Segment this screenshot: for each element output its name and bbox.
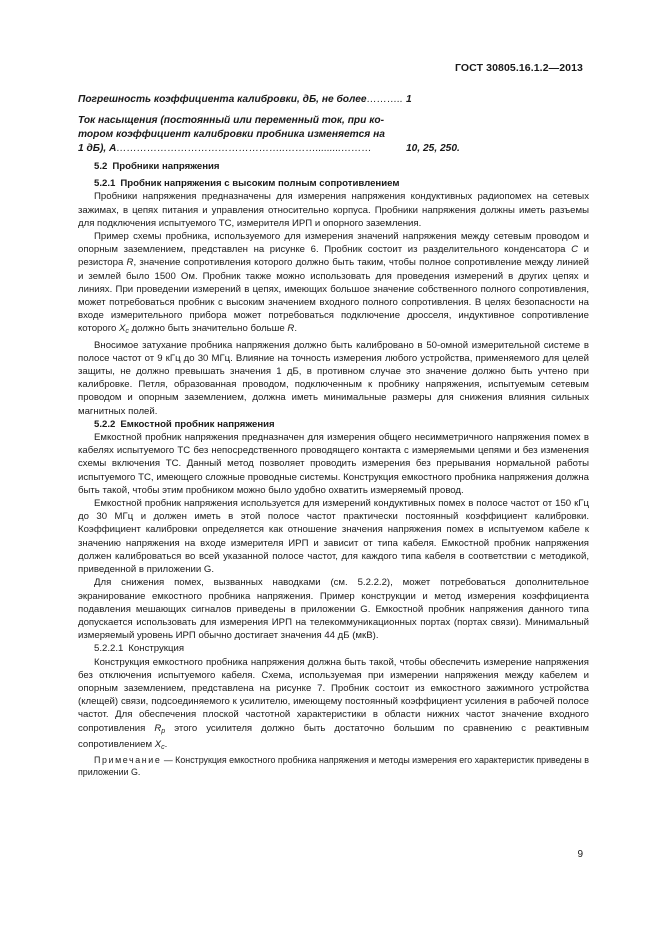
- spec-label: Погрешность коэффициента калибровки, дБ, не более: [78, 94, 367, 105]
- spec-row-calibration-error: [78, 94, 588, 105]
- paragraph-1: Пробники напряжения предназначены для измерения напряжения кондуктивных радиопомех на сетевых зажимах, в цепях питания и управления относительно корпуса. Пробники напряжения должны иметь разъемы для подключения испытуемого ТС, измерителя ИРП и опорного заземления.: [78, 191, 589, 229]
- paragraph-6: Для снижения помех, вызванных наводками (см. 5.2.2.2), может потребоваться дополнительное экранирование емкостного пробника напряжения. Пример конструкции и метод измерения коэффициента подавления мешающих сигналов приведены в приложении G. Емкостной пробник напряжения данного типа допускается использовать для измерения ИРП на телекоммуникационных портах (портах связи). Минимальный измеряемый уровень ИРП обычно достигает значения 44 дБ (мкВ).: [78, 577, 589, 642]
- spec-value: 10, 25, 250.: [406, 143, 460, 154]
- spec-dots: …………………………………………..……….........………: [116, 143, 372, 154]
- note: [78, 754, 589, 778]
- section-heading-5-2: 5.2 Пробники напряжения: [94, 161, 220, 172]
- note-text: — Конструкция емкостного пробника напряжения и методы измерения его характеристик приведены в приложении G.: [78, 754, 589, 777]
- paragraph-5: Емкостной пробник напряжения используется для измерений кондуктивных помех в полосе частот от 150 кГц до 30 МГц и должен иметь в этой полосе частот практически постоянный коэффициент калибровки. Коэффициент калибровки определяется как отношение значения напряжения помех в испытуемом кабеле к значению напряжения на входе измерителя ИРП и зависит от типа кабеля. Емкостной пробник напряжения должен калиброваться во всей указанной полосе частот, для каждого типа кабеля в соответствии с методикой, приведенной в приложении G.: [78, 498, 589, 576]
- spec-row-saturation-current: [78, 114, 588, 156]
- document-header: ГОСТ 30805.16.1.2—2013: [455, 62, 583, 74]
- note-label: Примечание: [94, 754, 162, 765]
- section-heading-5-2-2-1: 5.2.2.1 Конструкция: [94, 643, 185, 655]
- section-heading-5-2-2: 5.2.2 Емкостной пробник напряжения: [94, 418, 275, 430]
- paragraph-3: Вносимое затухание пробника напряжения должно быть калибровано в 50-омной измерительной системе в полосе частот от 9 кГц до 30 МГц. Влияние на точность измерения любого устройства, применяемого для целей защиты, не должно превышать значения 1 дБ, в противном случае это значение должно быть учтено при калибровке. Петля, образованная проводом, подключенным к пробнику напряжения, испытуемым сетевым проводом и опорным заземлением, должна иметь минимальные размеры для снижения влияния сильных магнитных полей.: [78, 339, 589, 417]
- section-heading-5-2-1: 5.2.1 Пробник напряжения с высоким полным сопротивлением: [94, 178, 400, 190]
- spec-value: 1: [406, 94, 412, 105]
- paragraph-7: Конструкция емкостного пробника напряжения должна быть такой, чтобы обеспечить измерение напряжения без отключения испытуемого кабеля. Схема, используемая при измерении напряжения между кабелем и опорным заземлением, представлена на рисунке 7. Пробник состоит из емкостного зажимного устройства (клещей) связи, подсоединяемого к усилителю, имеющему постоянный коэффициент усиления в рабочей полосе частот. Для обеспечения плоской частотной характеристики в области нижних частот значение входного сопротивления $R_p$ этого усилителя должно быть достаточно большим по сравнению с реактивным сопротивлением $X_c$.: [78, 656, 589, 751]
- spec-label-line2: тором коэффициент калибровки пробника изменяется на: [78, 129, 385, 140]
- paragraph-4: Емкостной пробник напряжения предназначен для измерения общего несимметричного напряжения помех в кабелях испытуемого ТС без непосредственного проводящего контакта с измеряемыми цепями и без изменения схемы включения ТС. Данный метод позволяет проводить измерения без прерывания нормальной работы испытуемого ТС, имеющего сложные проводные системы. Конструкция емкостного пробника напряжения должна быть такой, чтобы этим пробником можно было удобно охватить измеряемый провод.: [78, 432, 589, 496]
- document-body: [78, 160, 589, 778]
- spec-label-line1: Ток насыщения (постоянный или переменный ток, при ко-: [78, 115, 384, 126]
- spec-label-line3: 1 дБ), А: [78, 143, 117, 154]
- page-number: 9: [577, 849, 583, 860]
- paragraph-2: Пример схемы пробника, используемого для измерения значений напряжения между сетевым проводом и опорным заземлением, представлен на рисунке 6. Пробник состоит из разделительного конденсатора C и резистора R, значение сопротивления которого должно быть таким, чтобы полное сопротивление между линией и землей было 1500 Ом. Пробник также можно использовать для проведения измерений в других цепях и линиях. При проведении измерений в цепях, имеющих большое значение собственного полного сопротивления, может потребоваться пробник с высоким значением входного полного сопротивления. В целях безопасности на входе измерительного прибора может потребоваться подключение дросселя, индуктивное сопротивление которого $X_c$ должно быть значительно больше R.: [78, 231, 589, 336]
- spec-dots: ………..: [366, 94, 403, 105]
